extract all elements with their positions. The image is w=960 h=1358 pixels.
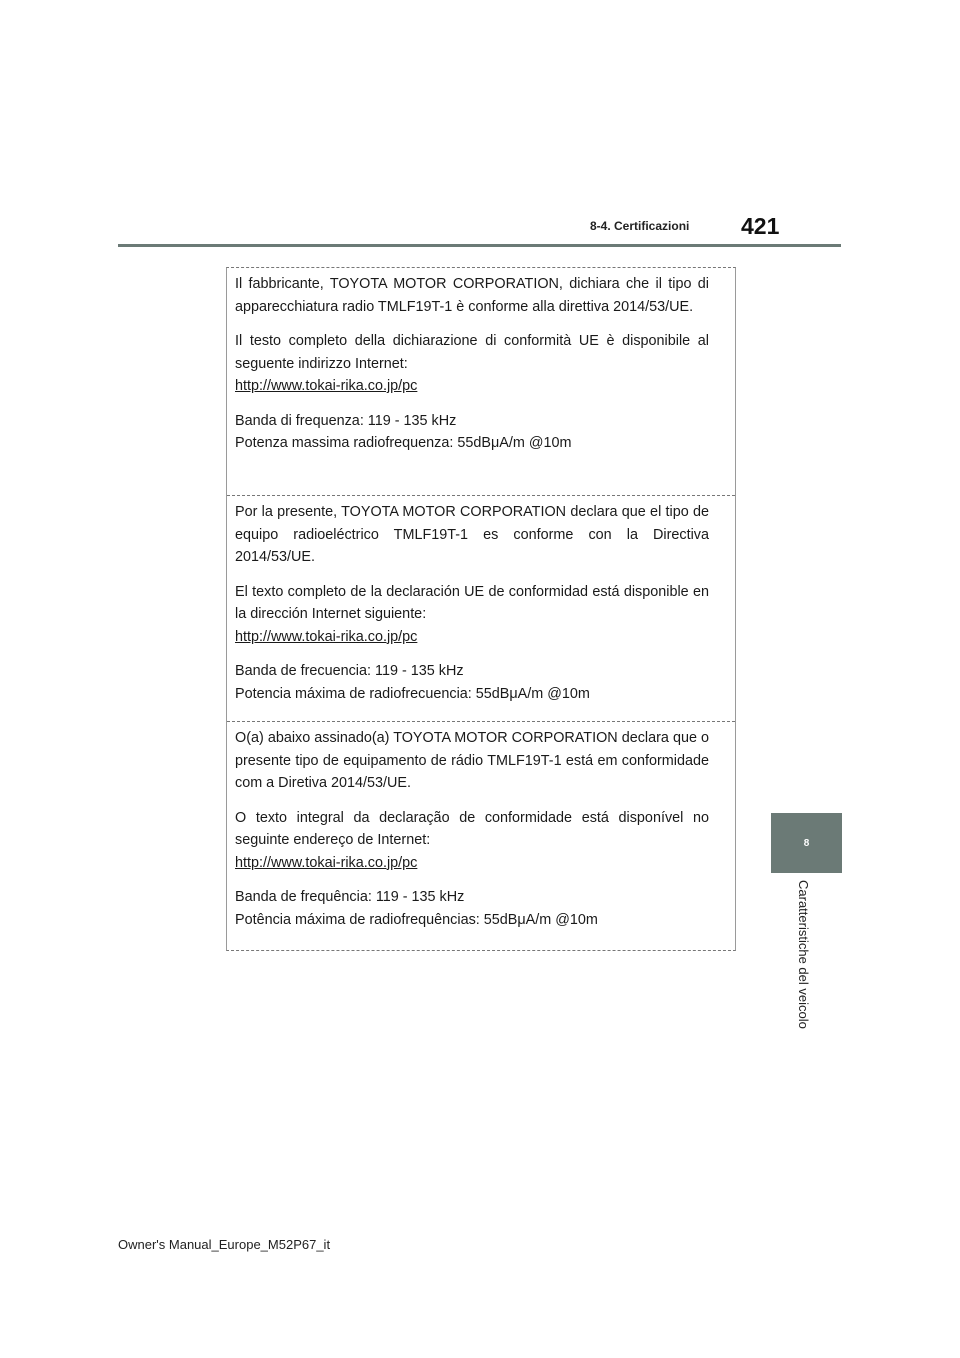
availability-text: El texto completo de la declaración UE de conformidad está disponible en la dirección Internet siguiente:	[235, 583, 709, 622]
declaration-statement: Por la presente, TOYOTA MOTOR CORPORATION declara que el tipo de equipo radioeléctrico TMLF19T-1 es conforme con la Directiva 2014/53/UE.	[235, 504, 709, 565]
declaration-table	[226, 267, 736, 951]
declaration-availability	[235, 330, 709, 398]
chapter-number: 8	[803, 837, 810, 849]
max-power: Potenza massima radiofrequenza: 55dBμA/m @10m	[235, 435, 572, 451]
chapter-title: Caratteristiche del veicolo	[796, 880, 811, 1029]
declaration-statement: O(a) abaixo assinado(a) TOYOTA MOTOR CORPORATION declara que o presente tipo de equipamento de rádio TMLF19T-1 está em conformidade com a Diretiva 2014/53/UE.	[235, 730, 709, 791]
frequency-band: Banda de frequência: 119 - 135 kHz	[235, 889, 465, 905]
declaration-url-link[interactable]: http://www.tokai-rika.co.jp/pc	[235, 378, 418, 394]
frequency-band: Banda di frequenza: 119 - 135 kHz	[235, 412, 457, 429]
chapter-tab	[771, 813, 842, 873]
section-title: 8-4. Certificazioni	[590, 219, 690, 233]
declaration-portuguese	[227, 721, 735, 931]
footer-manual-id: Owner's Manual_Europe_M52P67_it	[118, 1237, 331, 1252]
frequency-band: Banda de frecuencia: 119 - 135 kHz	[235, 663, 464, 679]
declaration-spanish	[227, 495, 735, 705]
page-number: 421	[741, 213, 780, 239]
declaration-italian	[227, 268, 735, 455]
availability-text: Il testo completo della dichiarazione di conformità UE è disponibile al seguente indirizzo Internet:	[235, 333, 709, 372]
declaration-statement: Il fabbricante, TOYOTA MOTOR CORPORATION, dichiara che il tipo di apparecchiatura radio TMLF19T-1 è conforme alla direttiva 2014/53/UE.	[235, 276, 709, 315]
declaration-availability	[235, 807, 709, 875]
declaration-url-link[interactable]: http://www.tokai-rika.co.jp/pc	[235, 854, 418, 871]
max-power: Potência máxima de radiofrequências: 55dBμA/m @10m	[235, 911, 598, 928]
declaration-availability	[235, 581, 709, 649]
availability-text: O texto integral da declaração de conformidade está disponível no seguinte endereço de Internet:	[235, 809, 709, 848]
declaration-url-link[interactable]: http://www.tokai-rika.co.jp/pc	[235, 628, 418, 645]
max-power: Potencia máxima de radiofrecuencia: 55dBμA/m @10m	[235, 685, 590, 702]
header-rule	[118, 244, 841, 247]
